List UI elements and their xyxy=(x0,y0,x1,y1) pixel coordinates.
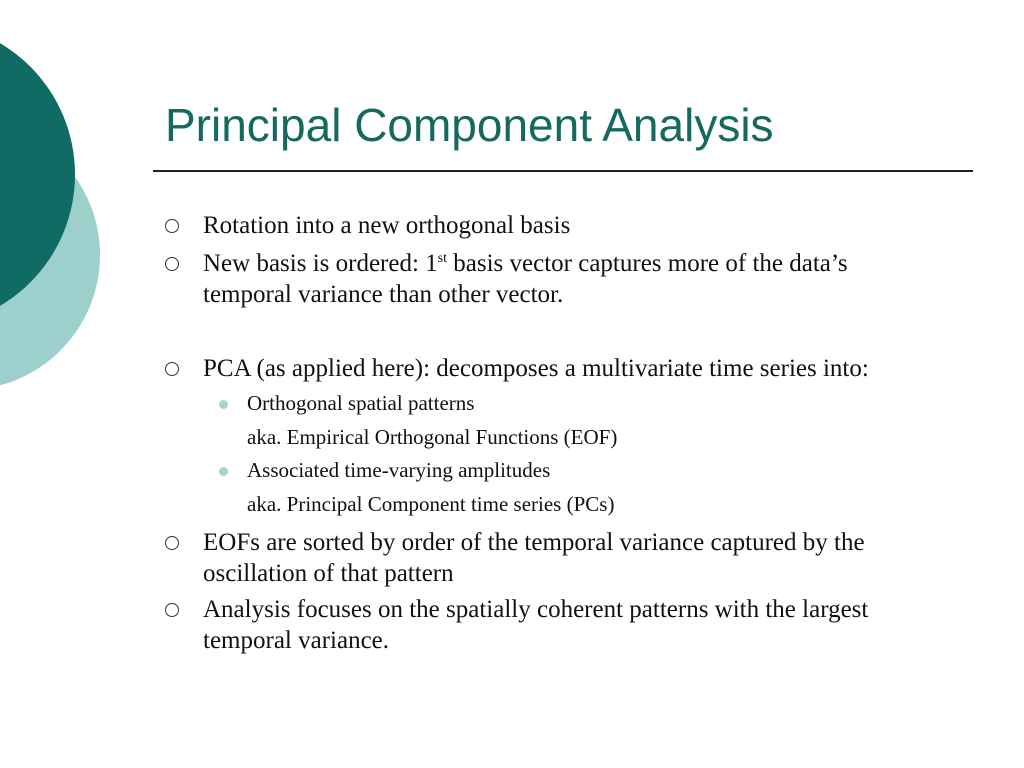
bullet-text: EOFs are sorted by order of the temporal variance captured by the xyxy=(203,529,865,556)
bullet-hollow-circle-icon xyxy=(165,219,179,233)
bullet-text-continuation: temporal variance. xyxy=(203,627,390,654)
bullet-text xyxy=(203,248,848,279)
bullet-hollow-circle-icon xyxy=(165,603,179,617)
slide-title: Principal Component Analysis xyxy=(165,99,774,151)
bullet-text: Analysis focuses on the spatially coherent patterns with the largest xyxy=(203,596,869,623)
bullet-text: Rotation into a new orthogonal basis xyxy=(203,212,571,239)
bullet-text-part: New basis is ordered: 1 xyxy=(203,250,438,277)
sub-bullet-dot-icon xyxy=(219,467,228,476)
title-divider xyxy=(153,170,973,172)
sub-bullet-aka-text: aka. Principal Component time series (PCs) xyxy=(247,492,615,516)
bullet-text-continuation: temporal variance than other vector. xyxy=(203,281,564,308)
bullet-hollow-circle-icon xyxy=(165,257,179,271)
superscript-ordinal: st xyxy=(437,251,448,266)
bullet-text-part: basis vector captures more of the data’s xyxy=(447,250,848,277)
bullet-hollow-circle-icon xyxy=(165,362,179,376)
sub-bullet-aka-text: aka. Empirical Orthogonal Functions (EOF) xyxy=(247,425,618,449)
sub-bullet-text: Associated time-varying amplitudes xyxy=(247,458,551,482)
sub-bullet-text: Orthogonal spatial patterns xyxy=(247,391,475,415)
sub-bullet-dot-icon xyxy=(219,400,228,409)
bullet-text: PCA (as applied here): decomposes a multivariate time series into: xyxy=(203,355,869,382)
bullet-text-continuation: oscillation of that pattern xyxy=(203,560,454,587)
bullet-hollow-circle-icon xyxy=(165,536,179,550)
